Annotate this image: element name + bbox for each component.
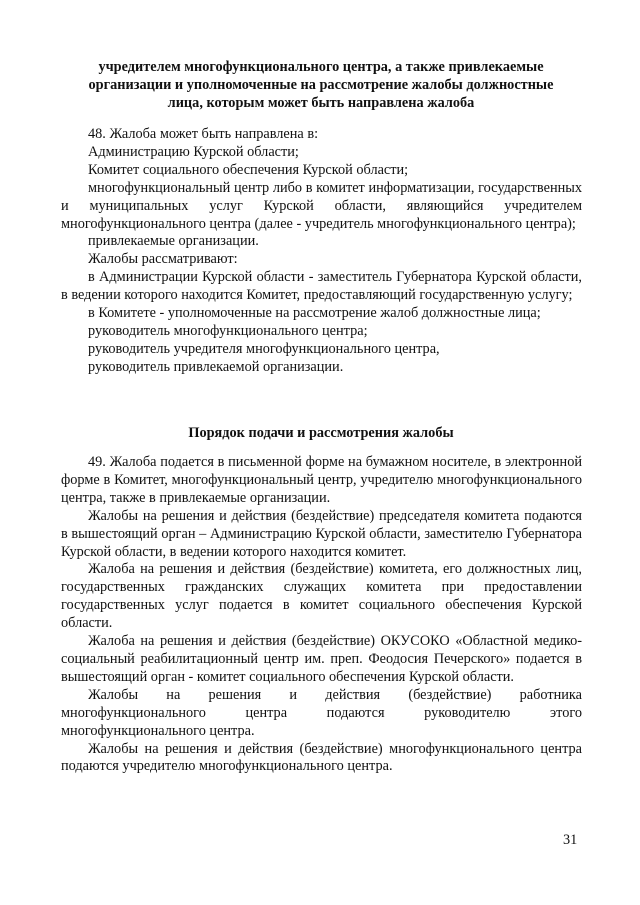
heading-line: лица, которым может быть направлена жалоба <box>167 94 475 111</box>
heading-line: организации и уполномоченные на рассмотрение жалобы должностные <box>88 76 554 93</box>
page-number: 31 <box>563 832 578 848</box>
paragraph: 49. Жалоба подается в письменной форме на бумажном носителе, в электронной форме в Комитет, многофункциональный центр, учредителю многофункционального центра, также в привлекаемые организации. <box>61 454 582 506</box>
paragraph: Жалобы на решения и действия (бездействие) многофункционального центра подаются учредителю многофункционального центра. <box>61 740 582 775</box>
heading-line: учредителем многофункционального центра, а также привлекаемые <box>98 59 544 75</box>
paragraph: Жалобы на решения и действия (бездействие) председателя комитета подаются в вышестоящий орган – Администрацию Курской области, заместителю Губернатора Курской области, в ведении которого находится комитет. <box>61 507 582 560</box>
section-48-body <box>61 126 582 377</box>
heading-line: Порядок подачи и рассмотрения жалобы <box>188 425 454 441</box>
paragraph: Жалоба на решения и действия (бездействие) ОКУСОКО «Областной медико-социальный реабилитационный центр им. преп. Феодосия Печерского» подается в вышестоящий орган - комитет социального обеспечения Курской области. <box>61 633 582 685</box>
paragraph: 48. Жалоба может быть направлена в: <box>88 126 319 142</box>
paragraph: Жалобы рассматривают: <box>88 251 238 268</box>
paragraph: руководитель многофункционального центра; <box>88 322 368 339</box>
section-49-body <box>61 454 582 776</box>
paragraph: Администрацию Курской области; <box>88 143 299 160</box>
paragraph: Жалобы на решения и действия (бездействие) работника многофункционального центра подаются руководителю этого многофункционального центра. <box>61 686 582 739</box>
paragraph: Комитет социального обеспечения Курской области; <box>88 161 409 178</box>
paragraph: руководитель учредителя многофункционального центра, <box>88 340 440 357</box>
paragraph: в Администрации Курской области - заместитель Губернатора Курской области, в ведении которого находится Комитет, предоставляющий государственную услугу; <box>61 269 582 304</box>
section-heading-top <box>60 59 582 112</box>
paragraph: Жалоба на решения и действия (бездействие) комитета, его должностных лиц, государственных гражданских служащих комитета при предоставлении государственных услуг подается в комитет социального обеспечения Курской области. <box>61 561 582 632</box>
paragraph: привлекаемые организации. <box>88 233 259 250</box>
paragraph: руководитель привлекаемой организации. <box>88 358 344 375</box>
paragraph: в Комитете - уполномоченные на рассмотрение жалоб должностные лица; <box>88 305 541 322</box>
section-heading-complaint-procedure <box>60 424 582 442</box>
paragraph: многофункциональный центр либо в комитет информатизации, государственных и муниципальных услуг Курской области, являющийся учредителем многофункционального центра (далее - учредитель многофункционального центра); <box>61 179 582 232</box>
